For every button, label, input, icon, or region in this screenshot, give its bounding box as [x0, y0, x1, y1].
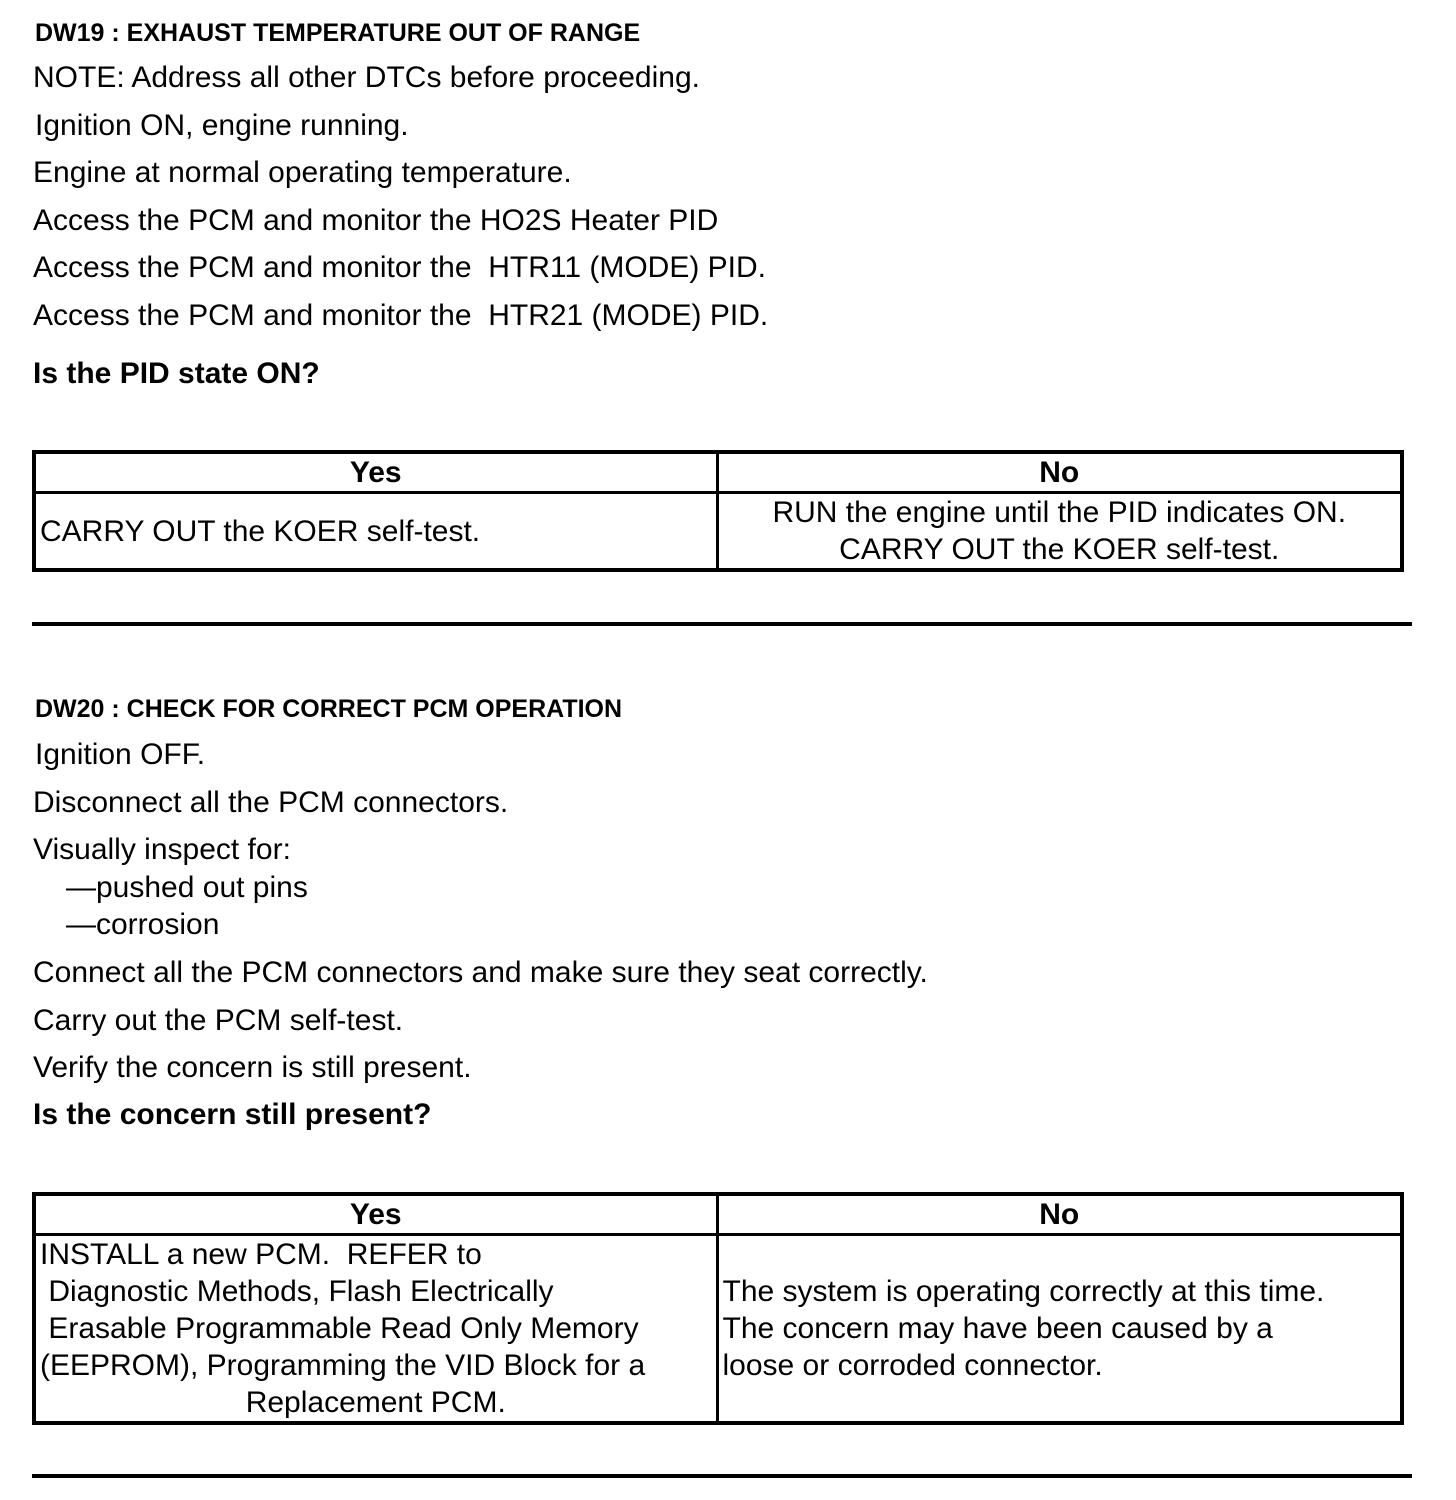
dw19-step-5: Access the PCM and monitor the HTR11 (MODE) PID.: [33, 251, 766, 284]
dw20-substep-corrosion: —corrosion: [66, 908, 220, 941]
dw20-no-cell: [717, 1235, 1402, 1424]
dw19-yes-cell: CARRY OUT the KOER self-test.: [34, 493, 717, 571]
dw19-yes-header: Yes: [34, 452, 717, 493]
dw19-yes-no-table: [32, 450, 1404, 572]
section-divider: [32, 622, 1412, 626]
dw20-yes-line-5: Replacement PCM.: [245, 1386, 506, 1419]
dw19-step-4: Access the PCM and monitor the HO2S Heater PID: [33, 204, 719, 237]
dw20-substep-pins: —pushed out pins: [66, 871, 308, 904]
dw19-step-6: Access the PCM and monitor the HTR21 (MODE) PID.: [33, 299, 769, 332]
dw19-question: Is the PID state ON?: [33, 357, 320, 390]
dw20-yes-line-4: (EEPROM), Programming the VID Block for a: [40, 1349, 646, 1382]
dw20-step-6: Verify the concern is still present.: [33, 1051, 472, 1084]
dw20-question: Is the concern still present?: [33, 1098, 432, 1131]
dw20-yes-cell: [34, 1235, 717, 1424]
dw20-step-1: Ignition OFF.: [35, 738, 206, 771]
dw19-step-1: NOTE: Address all other DTCs before proceeding.: [33, 61, 700, 94]
dw19-no-line-2: CARRY OUT the KOER self-test.: [839, 533, 1280, 566]
dw20-yes-line-3: Erasable Programmable Read Only Memory: [40, 1312, 639, 1345]
dw20-step-2: Disconnect all the PCM connectors.: [33, 786, 509, 819]
dw19-heading: DW19 : EXHAUST TEMPERATURE OUT OF RANGE: [35, 19, 641, 47]
dw20-no-line-2: The concern may have been caused by a: [722, 1312, 1273, 1345]
dw20-step-5: Carry out the PCM self-test.: [33, 1004, 404, 1037]
dw20-step-4: Connect all the PCM connectors and make sure they seat correctly.: [33, 956, 928, 989]
dw19-step-3: Engine at normal operating temperature.: [33, 156, 572, 189]
dw19-step-2: Ignition ON, engine running.: [35, 109, 409, 142]
dw19-no-cell: [717, 493, 1402, 571]
dw20-yes-header: Yes: [34, 1194, 717, 1235]
dw19-no-header: No: [717, 452, 1402, 493]
dw19-no-line-1: RUN the engine until the PID indicates ON.: [772, 496, 1347, 529]
dw20-no-header: No: [717, 1194, 1402, 1235]
dw20-heading: DW20 : CHECK FOR CORRECT PCM OPERATION: [35, 695, 623, 723]
dw20-no-line-3: loose or corroded connector.: [722, 1349, 1103, 1382]
dw20-no-line-1: The system is operating correctly at this time.: [722, 1275, 1325, 1308]
section-divider-bottom: [32, 1474, 1412, 1478]
dw20-step-3: Visually inspect for:: [33, 833, 291, 866]
dw20-yes-no-table: [32, 1192, 1404, 1425]
dw20-yes-line-2: Diagnostic Methods, Flash Electrically: [40, 1275, 554, 1308]
dw20-yes-line-1: INSTALL a new PCM. REFER to: [40, 1238, 482, 1271]
